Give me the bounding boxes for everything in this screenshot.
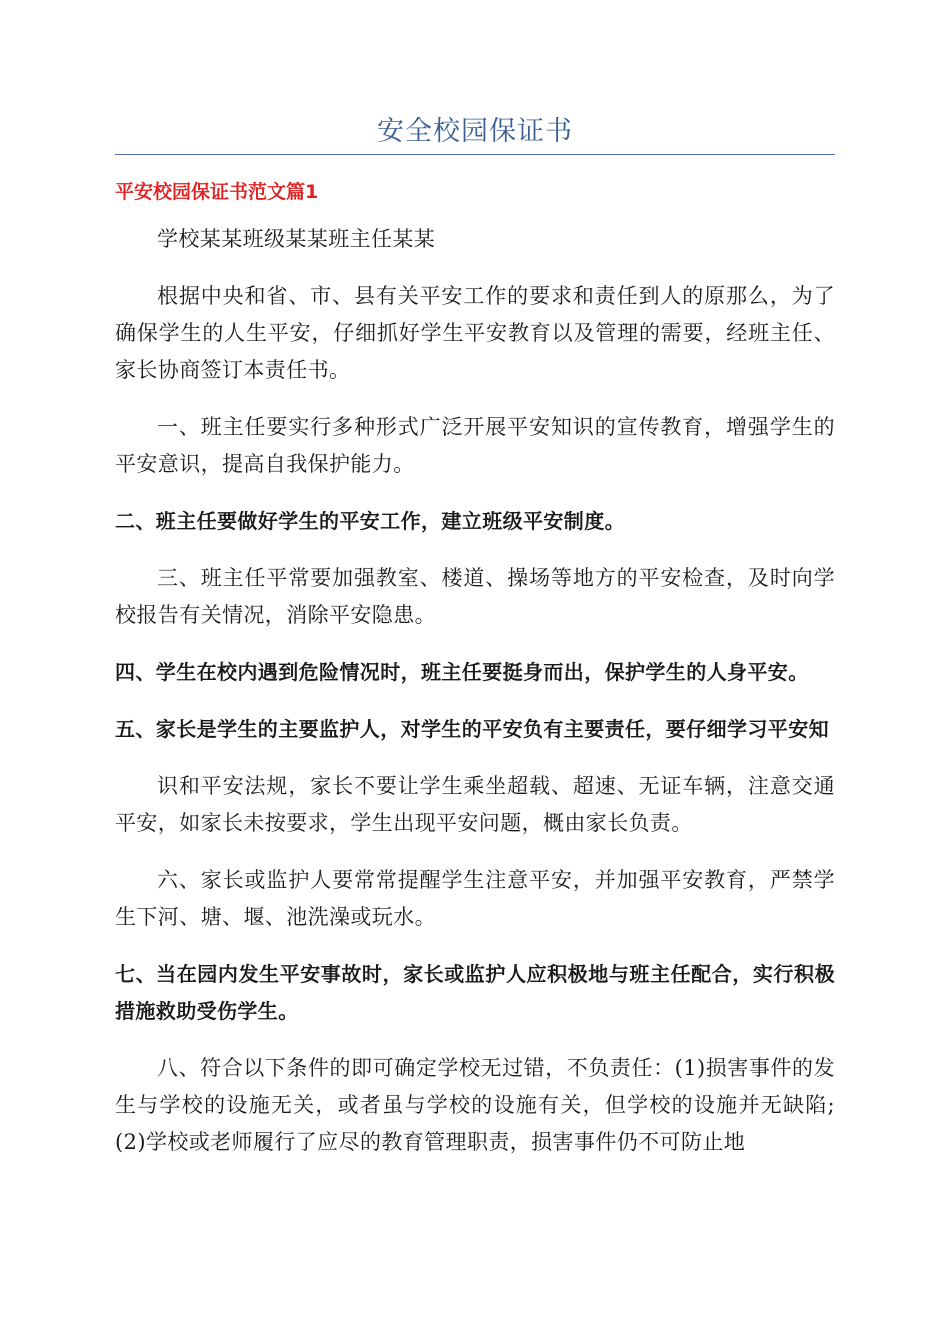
paragraph-9: 六、家长或监护人要常常提醒学生注意平安，并加强平安教育，严禁学生下河、塘、堰、池洗澡或玩水。 bbox=[115, 868, 835, 929]
paragraph-2: 根据中央和省、市、县有关平安工作的要求和责任到人的原那么，为了确保学生的人生平安，仔细抓好学生平安教育以及管理的需要，经班主任、家长协商签订本责任书。 bbox=[115, 284, 835, 382]
paragraph-10: 七、当在园内发生平安事故时，家长或监护人应积极地与班主任配合，实行积极措施救助受伤学生。 bbox=[115, 962, 835, 1023]
paragraph-1: 学校某某班级某某班主任某某 bbox=[157, 227, 436, 251]
paragraph-3: 一、班主任要实行多种形式广泛开展平安知识的宣传教育，增强学生的平安意识，提高自我保护能力。 bbox=[115, 415, 835, 476]
title-underline bbox=[115, 154, 835, 155]
paragraph-5: 三、班主任平常要加强教室、楼道、操场等地方的平安检查，及时向学校报告有关情况，消除平安隐患。 bbox=[115, 566, 835, 627]
paragraph-8: 识和平安法规，家长不要让学生乘坐超载、超速、无证车辆，注意交通平安，如家长未按要求，学生出现平安问题，概由家长负责。 bbox=[115, 774, 835, 835]
document-title: 安全校园保证书 bbox=[377, 116, 573, 147]
paragraph-7: 五、家长是学生的主要监护人，对学生的平安负有主要责任，要仔细学习平安知 bbox=[115, 717, 829, 741]
document-page bbox=[115, 0, 835, 1161]
paragraph-11: 八、符合以下条件的即可确定学校无过错，不负责任：(1)损害事件的发生与学校的设施无关，或者虽与学校的设施有关，但学校的设施并无缺陷;(2)学校或老师履行了应尽的教育管理职责，损害事件仍不可防止地 bbox=[115, 1056, 835, 1154]
paragraph-6: 四、学生在校内遇到危险情况时，班主任要挺身而出，保护学生的人身平安。 bbox=[115, 660, 809, 684]
section-heading: 平安校园保证书范文篇1 bbox=[115, 181, 319, 203]
paragraph-4: 二、班主任要做好学生的平安工作，建立班级平安制度。 bbox=[115, 509, 625, 533]
